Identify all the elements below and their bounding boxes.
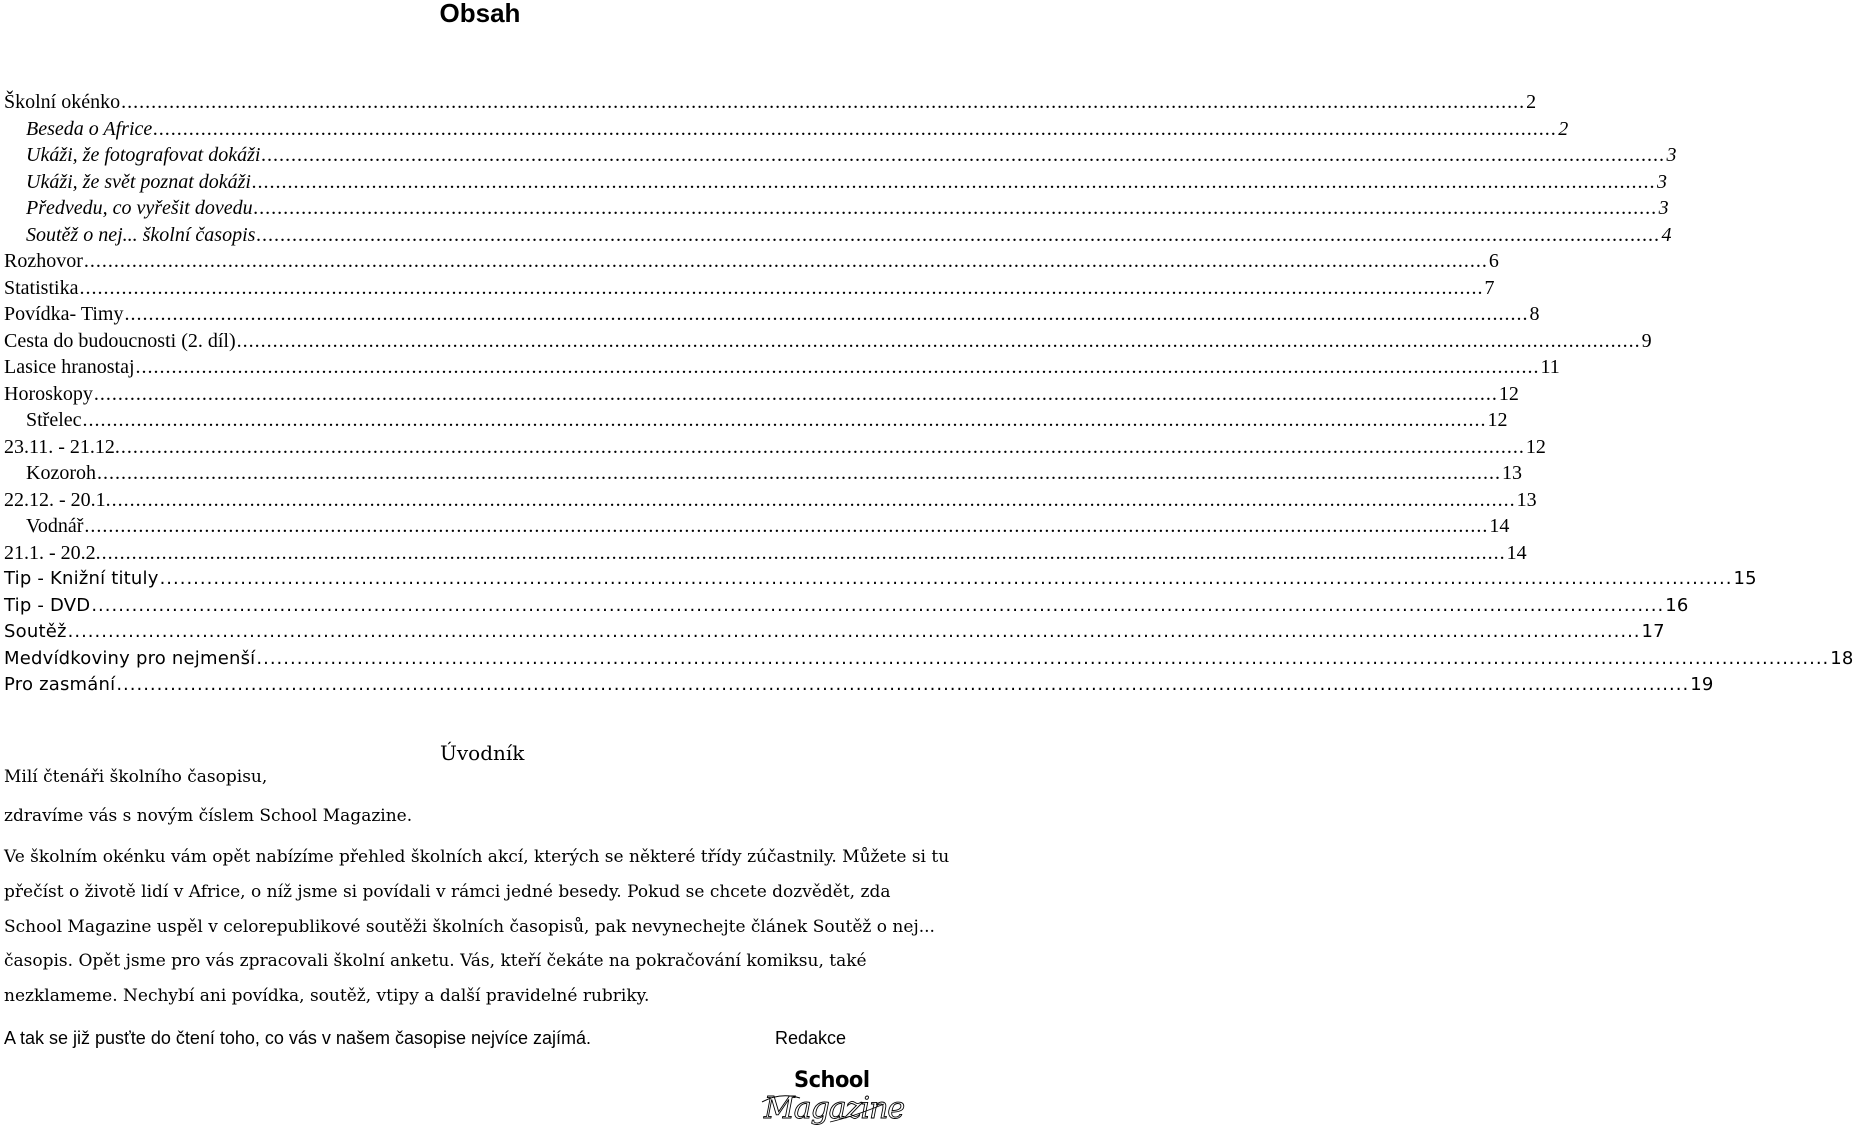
toc-leader-dots bbox=[112, 487, 1516, 514]
toc-entry bbox=[4, 195, 1669, 222]
toc-entry bbox=[4, 566, 1757, 593]
toc-leader-dots bbox=[68, 619, 1641, 646]
toc-entry bbox=[4, 434, 1546, 461]
toc-entry bbox=[4, 354, 1560, 381]
toc-leader-dots bbox=[254, 195, 1658, 222]
toc-entry bbox=[4, 407, 1508, 434]
toc-entry-label: Pro zasmání bbox=[4, 674, 116, 695]
editorial-signature: Redakce bbox=[775, 1028, 847, 1048]
editorial-closing: A tak se již pusťte do čtení toho, co vás v našem časopise nejvíce zajímá. bbox=[4, 1028, 592, 1048]
toc-entry-label: 22.12. - 20.1. bbox=[4, 488, 111, 511]
toc-entry bbox=[4, 646, 1854, 673]
toc-leader-dots bbox=[256, 222, 1660, 249]
table-of-contents bbox=[4, 89, 1854, 699]
toc-entry-label: Kozoroh bbox=[26, 462, 96, 484]
toc-leader-dots bbox=[121, 89, 1525, 116]
editorial-heading: Úvodník bbox=[440, 741, 525, 765]
toc-entry-page: 4 bbox=[1661, 223, 1672, 246]
toc-entry-label: Rozhovor bbox=[4, 250, 83, 272]
toc-entry-label: Soutěž o nej... školní časopis bbox=[26, 223, 256, 246]
toc-leader-dots bbox=[84, 248, 1488, 275]
toc-entry bbox=[4, 672, 1714, 699]
toc-entry-page: 12 bbox=[1498, 382, 1519, 405]
toc-entry-label: Ukáži, že fotografovat dokáži bbox=[26, 144, 261, 166]
toc-entry-page: 3 bbox=[1656, 170, 1667, 193]
editorial-body-line: nezklameme. Nechybí ani povídka, soutěž, vtipy a další pravidelné rubriky. bbox=[4, 986, 650, 1007]
toc-entry-page: 12 bbox=[1487, 409, 1508, 431]
toc-entry-page: 6 bbox=[1488, 250, 1499, 272]
toc-leader-dots bbox=[121, 434, 1525, 461]
toc-entry bbox=[4, 222, 1672, 249]
toc-entry-page: 3 bbox=[1666, 144, 1677, 166]
toc-entry-label: Cesta do budoucnosti (2. díl) bbox=[4, 329, 236, 352]
toc-entry-label: Tip - Knižní tituly bbox=[4, 568, 159, 589]
toc-entry-page: 7 bbox=[1484, 276, 1495, 299]
svg-text:School: School bbox=[794, 1067, 870, 1094]
toc-leader-dots bbox=[153, 116, 1557, 143]
toc-entry bbox=[4, 116, 1569, 143]
toc-leader-dots bbox=[237, 328, 1641, 355]
svg-text:Magazine: Magazine bbox=[764, 1091, 905, 1126]
toc-leader-dots bbox=[252, 169, 1656, 196]
toc-entry bbox=[4, 593, 1689, 620]
toc-entry bbox=[4, 540, 1527, 567]
toc-entry bbox=[4, 301, 1540, 328]
school-magazine-logo bbox=[760, 1064, 905, 1126]
editorial-body bbox=[4, 840, 960, 1014]
toc-entry-page: 16 bbox=[1665, 594, 1689, 616]
toc-entry bbox=[4, 248, 1499, 275]
toc-entry bbox=[4, 275, 1495, 302]
toc-entry-page: 14 bbox=[1489, 515, 1510, 537]
editorial-greeting: Milí čtenáři školního časopisu, bbox=[4, 767, 268, 787]
toc-leader-dots bbox=[94, 381, 1498, 408]
toc-entry-label: Povídka- Timy bbox=[4, 303, 124, 325]
toc-leader-dots bbox=[124, 301, 1528, 328]
editorial-body-line: časopis. Opět jsme pro vás zpracovali školní anketu. Vás, kteří čekáte na pokračování komiksu, také bbox=[4, 951, 867, 972]
toc-entry-page: 11 bbox=[1540, 356, 1560, 378]
toc-entry-label: Tip - DVD bbox=[4, 594, 91, 616]
editorial-welcome: zdravíme vás s novým číslem School Magazine. bbox=[4, 806, 413, 826]
toc-entry-label: Školní okénko bbox=[4, 91, 121, 113]
toc-leader-dots bbox=[261, 142, 1665, 169]
toc-entry-page: 3 bbox=[1658, 197, 1669, 219]
toc-leader-dots bbox=[84, 513, 1488, 540]
toc-leader-dots bbox=[136, 354, 1540, 381]
toc-entry-page: 9 bbox=[1641, 329, 1652, 352]
toc-leader-dots bbox=[160, 566, 1733, 593]
toc-entry-page: 8 bbox=[1529, 303, 1540, 325]
toc-entry bbox=[4, 513, 1510, 540]
toc-entry-label: Lasice hranostaj bbox=[4, 356, 135, 378]
editorial-body-line: Ve školním okénku vám opět nabízíme přehled školních akcí, kterých se některé třídy zúčastnily. Můžete si tu bbox=[4, 847, 950, 867]
toc-entry-label: Medvídkoviny pro nejmenší bbox=[4, 647, 256, 669]
toc-entry-page: 2 bbox=[1558, 117, 1569, 140]
editorial-body-line: přečíst o životě lidí v Africe, o níž jsme si povídali v rámci jedné besedy. Pokud se chcete dozvědět, zda bbox=[4, 881, 891, 902]
toc-entry-label: 21.1. - 20.2. bbox=[4, 541, 101, 564]
toc-entry-page: 13 bbox=[1516, 488, 1537, 511]
toc-leader-dots bbox=[97, 460, 1501, 487]
toc-leader-dots bbox=[91, 593, 1664, 620]
toc-entry bbox=[4, 619, 1665, 646]
toc-leader-dots bbox=[83, 407, 1487, 434]
toc-entry bbox=[4, 328, 1652, 355]
toc-entry-label: Vodnář bbox=[26, 515, 84, 537]
toc-leader-dots bbox=[256, 646, 1829, 673]
toc-entry bbox=[4, 487, 1537, 514]
toc-entry-page: 19 bbox=[1690, 674, 1714, 695]
toc-entry bbox=[4, 142, 1677, 169]
toc-entry-label: Soutěž bbox=[4, 621, 67, 642]
page-title: Obsah bbox=[439, 0, 521, 28]
toc-entry bbox=[4, 460, 1522, 487]
toc-entry-label: Předvedu, co vyřešit dovedu bbox=[26, 197, 253, 219]
toc-entry-label: Statistika bbox=[4, 276, 79, 299]
toc-entry-page: 17 bbox=[1641, 621, 1665, 642]
toc-entry-label: 23.11. - 21.12. bbox=[4, 435, 120, 458]
toc-entry-label: Střelec bbox=[26, 409, 82, 431]
toc-entry-page: 15 bbox=[1733, 568, 1757, 589]
toc-entry bbox=[4, 381, 1519, 408]
toc-entry-page: 14 bbox=[1506, 541, 1527, 564]
editorial-body-line: School Magazine uspěl v celorepublikové soutěži školních časopisů, pak nevynechejte článek Soutěž o nej... bbox=[4, 916, 935, 937]
toc-leader-dots bbox=[116, 672, 1689, 699]
toc-leader-dots bbox=[102, 540, 1506, 567]
toc-entry-label: Beseda o Africe bbox=[26, 117, 153, 140]
toc-leader-dots bbox=[79, 275, 1483, 302]
toc-entry-page: 13 bbox=[1501, 462, 1522, 484]
toc-entry-label: Ukáži, že svět poznat dokáži bbox=[26, 170, 251, 193]
toc-entry-page: 2 bbox=[1526, 91, 1537, 113]
toc-entry bbox=[4, 89, 1537, 116]
toc-entry-label: Horoskopy bbox=[4, 382, 93, 405]
toc-entry-page: 12 bbox=[1525, 435, 1546, 458]
toc-entry bbox=[4, 169, 1667, 196]
toc-entry-page: 18 bbox=[1830, 647, 1854, 669]
